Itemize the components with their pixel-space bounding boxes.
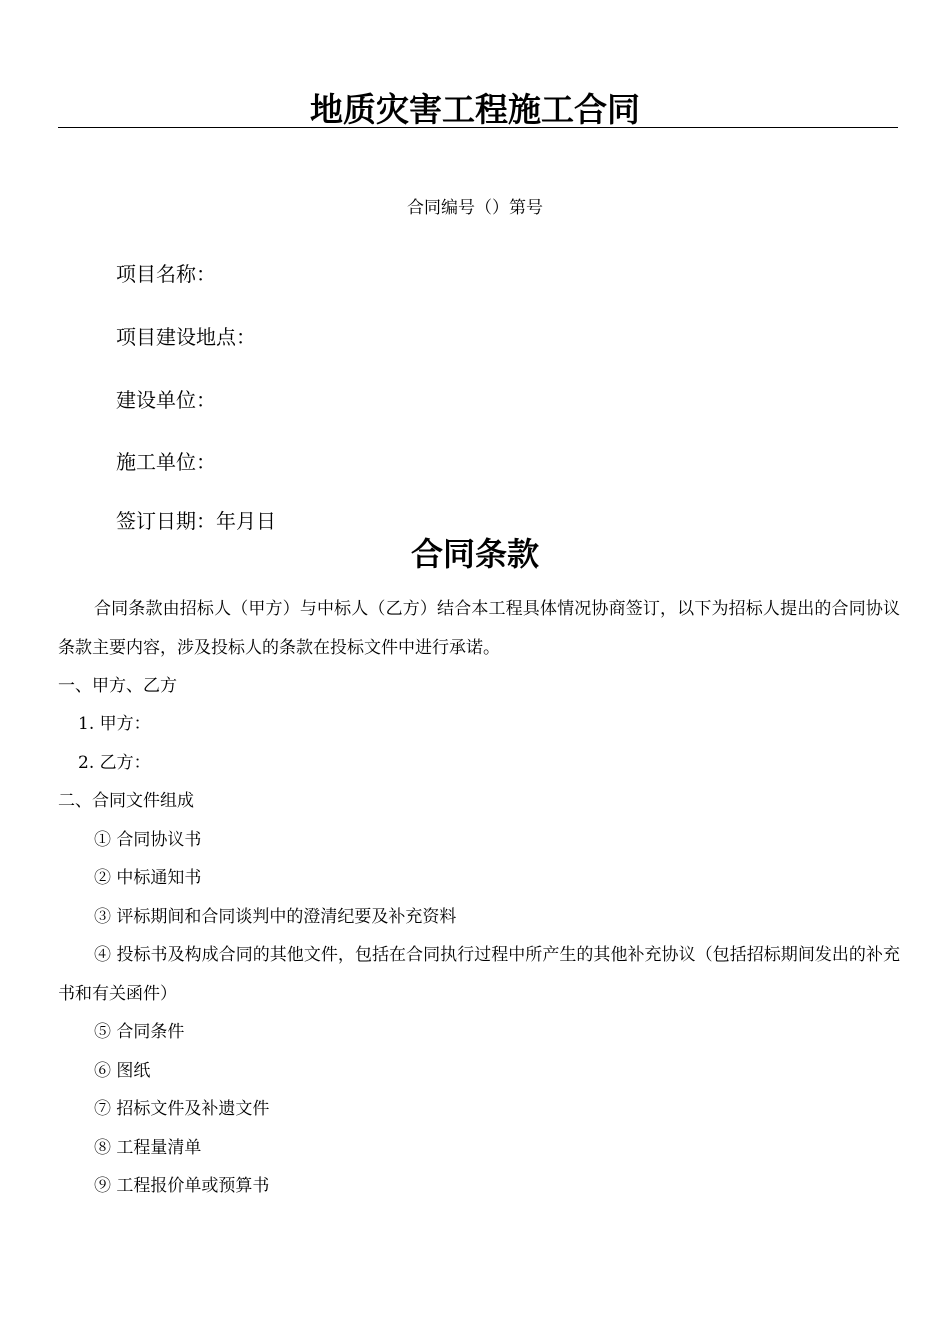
party-a-line: 1. 甲方： <box>78 714 151 734</box>
intro-paragraph: 合同条款由招标人（甲方）与中标人（乙方）结合本工程具体情况协商签订，以下为招标人提出的合同协议条款主要内容，涉及投标人的条款在投标文件中进行承诺。 <box>58 599 900 658</box>
field-project-name: 项目名称： <box>116 262 216 286</box>
heading-parties: 一、甲方、乙方 <box>58 676 177 696</box>
list-item: ⑦ 招标文件及补遗文件 <box>94 1099 270 1119</box>
list-item: ① 合同协议书 <box>94 830 202 850</box>
field-contractor: 施工单位： <box>116 450 216 474</box>
field-project-location: 项目建设地点： <box>116 325 256 349</box>
list-item: ⑧ 工程量清单 <box>94 1138 202 1158</box>
list-item: ② 中标通知书 <box>94 868 202 888</box>
list-item: ⑥ 图纸 <box>94 1061 151 1081</box>
field-signing-date: 签订日期：年月日 <box>116 509 276 533</box>
list-item: ⑤ 合同条件 <box>94 1022 185 1042</box>
section-title: 合同条款 <box>410 535 539 573</box>
heading-contract-documents: 二、合同文件组成 <box>58 791 194 811</box>
title-underline <box>58 127 898 128</box>
list-item: ④ 投标书及构成合同的其他文件，包括在合同执行过程中所产生的其他补充协议（包括招标期间发出的补充书和有关函件） <box>58 945 900 1004</box>
list-item: ③ 评标期间和合同谈判中的澄清纪要及补充资料 <box>94 907 457 927</box>
contract-number: 合同编号（）第号 <box>407 198 543 218</box>
list-item: ⑨ 工程报价单或预算书 <box>94 1176 270 1196</box>
document-title: 地质灾害工程施工合同 <box>310 90 640 129</box>
field-construction-owner: 建设单位： <box>116 388 216 412</box>
party-b-line: 2. 乙方： <box>78 753 151 773</box>
